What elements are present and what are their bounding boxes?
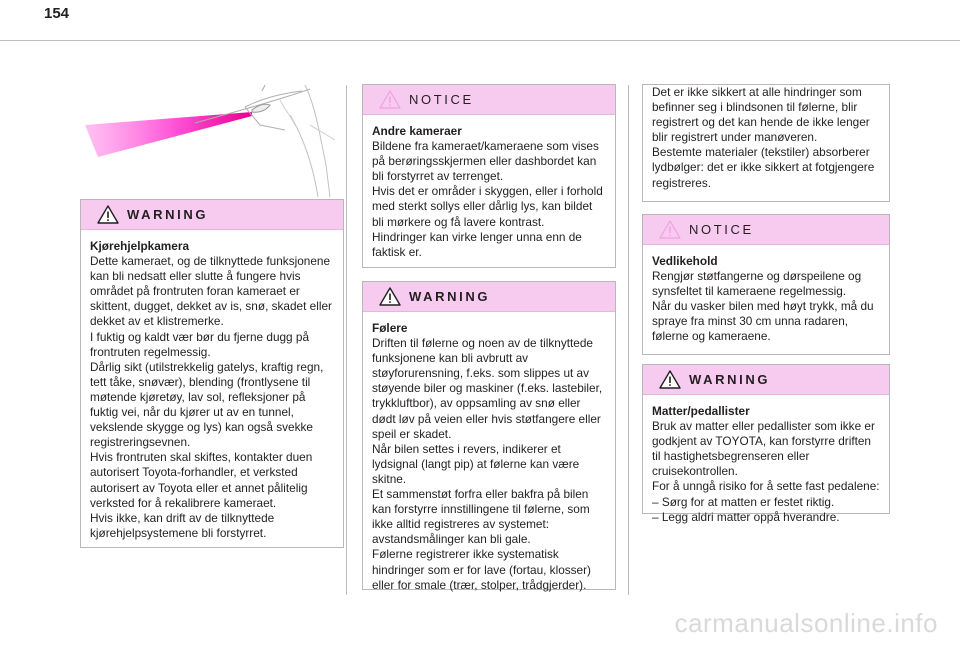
warning-mats-text: Bruk av matter eller pedallister som ikke er godkjent av TOYOTA, kan forstyrre driften til hastighetsbegrenseren eller cruisekontrollen. For å unngå risiko for å sette fast pedalene: – Sørg for at matten er festet riktig. – Legg aldri matter oppå hverandre. [652, 419, 880, 524]
notice-maintenance-box [642, 214, 890, 355]
notice-other-cameras-box [362, 84, 616, 268]
warning-mats-body [643, 395, 889, 525]
warning-header [81, 200, 343, 230]
notice-triangle-icon [379, 90, 401, 109]
watermark: carmanualsonline.info [674, 608, 938, 638]
warning-camera-subtitle: Kjørehjelpkamera [90, 239, 190, 253]
windshield-camera-illustration [80, 85, 340, 197]
notice-title: NOTICE [689, 222, 754, 237]
notice-header [363, 85, 615, 115]
notice-maintenance-subtitle: Vedlikehold [652, 254, 718, 268]
top-divider [0, 40, 960, 41]
warning-title: WARNING [127, 207, 209, 222]
notice-header [643, 215, 889, 245]
warning-header [363, 282, 615, 312]
warning-camera-box [80, 199, 344, 548]
warning-sensors-box [362, 281, 616, 590]
continued-body [643, 85, 889, 191]
warning-title: WARNING [409, 289, 491, 304]
warning-header [643, 365, 889, 395]
notice-other-cameras-subtitle: Andre kameraer [372, 124, 462, 138]
notice-other-cameras-body [363, 115, 615, 260]
notice-maintenance-body [643, 245, 889, 345]
continued-text: Det er ikke sikkert at alle hindringer som befinner seg i blindsonen til følerne, blir registrert og det kan hende de ikke lenger blir registrert under manøveren. Bestemte materialer (tekstiler) absorberer lydbølger: det er ikke sikkert at fotgjengere registreres. [652, 85, 875, 190]
notice-triangle-icon [659, 220, 681, 239]
continued-box [642, 84, 890, 202]
warning-mats-subtitle: Matter/pedallister [652, 404, 750, 418]
warning-camera-text: Dette kameraet, og de tilknyttede funksjonene kan bli nedsatt eller slutte å fungere hvis området på frontruten foran kameraet er skittent, dugget, dekket av is, snø, skadet eller dekket av et klistremerke. I fuktig og kaldt vær bør du fjerne dugg på frontruten regelmessig. Dårlig sikt (utilstrekkelig gatelys, kraftig regn, tett tåke, snøvær), blending (frontlysene til møtende kjøretøy, lav sol, refleksjoner på fuktig vei, når du kjører ut av en tunnel, vekslende skygge og lys) kan også svekke registreringsevnen. Hvis frontruten skal skiftes, kontakter duen autorisert Toyota-forhandler, et verksted autorisert av Toyota eller et annet pålitelig verksted for å rekalibrere kameraet. Hvis ikke, kan drift av de tilknyttede kjørehjelpsystemene bli forstyrret. [90, 254, 332, 540]
warning-title: WARNING [689, 372, 771, 387]
warning-sensors-text: Driften til følerne og noen av de tilknyttede funksjonene kan bli avbrutt av støyforurensning, f.eks. som slippes ut av støyende biler og maskiner (f.eks. lastebiler, trykkluftbor), av oppsamling av snø eller dødt løv på veien eller hvis støtfangere eller speil er skadet. Når bilen settes i revers, indikerer et lydsignal (langt pip) at følerne kan være skitne. Et sammenstøt forfra eller bakfra på bilen kan forstyrre innstillingene til følerne, som ikke alltid registreres av systemet: avstandsmålinger kan bli gale. Følerne registrerer ikke systematisk hindringer som er for lave (fortau, klosser) eller for smale (trær, stolper, trådgjerder). [372, 336, 603, 592]
warning-triangle-icon [97, 205, 119, 224]
notice-other-cameras-text: Bildene fra kameraet/kameraene som vises på berøringsskjermen eller dashbordet kan bli forstyrret av terrenget. Hvis det er områder i skyggen, eller i forhold med sterkt sollys eller dårlig lys, kan bildet bli mørkere og få lavere kontrast. Hindringer kan virke lenger unna enn de faktisk er. [372, 139, 603, 259]
warning-mats-box [642, 364, 890, 524]
column-divider-2 [628, 85, 629, 595]
column-divider-1 [346, 85, 347, 595]
warning-sensors-subtitle: Følere [372, 321, 408, 335]
notice-title: NOTICE [409, 92, 474, 107]
warning-triangle-icon [659, 370, 681, 389]
page-number: 154 [44, 5, 70, 22]
notice-maintenance-text: Rengjør støtfangerne og dørspeilene og synsfeltet til kameraene regelmessig. Når du vasker bilen med høyt trykk, må du spraye fra minst 30 cm unna radaren, følerne og kameraene. [652, 269, 874, 344]
warning-sensors-body [363, 312, 615, 593]
warning-camera-body [81, 230, 343, 541]
warning-triangle-icon [379, 287, 401, 306]
